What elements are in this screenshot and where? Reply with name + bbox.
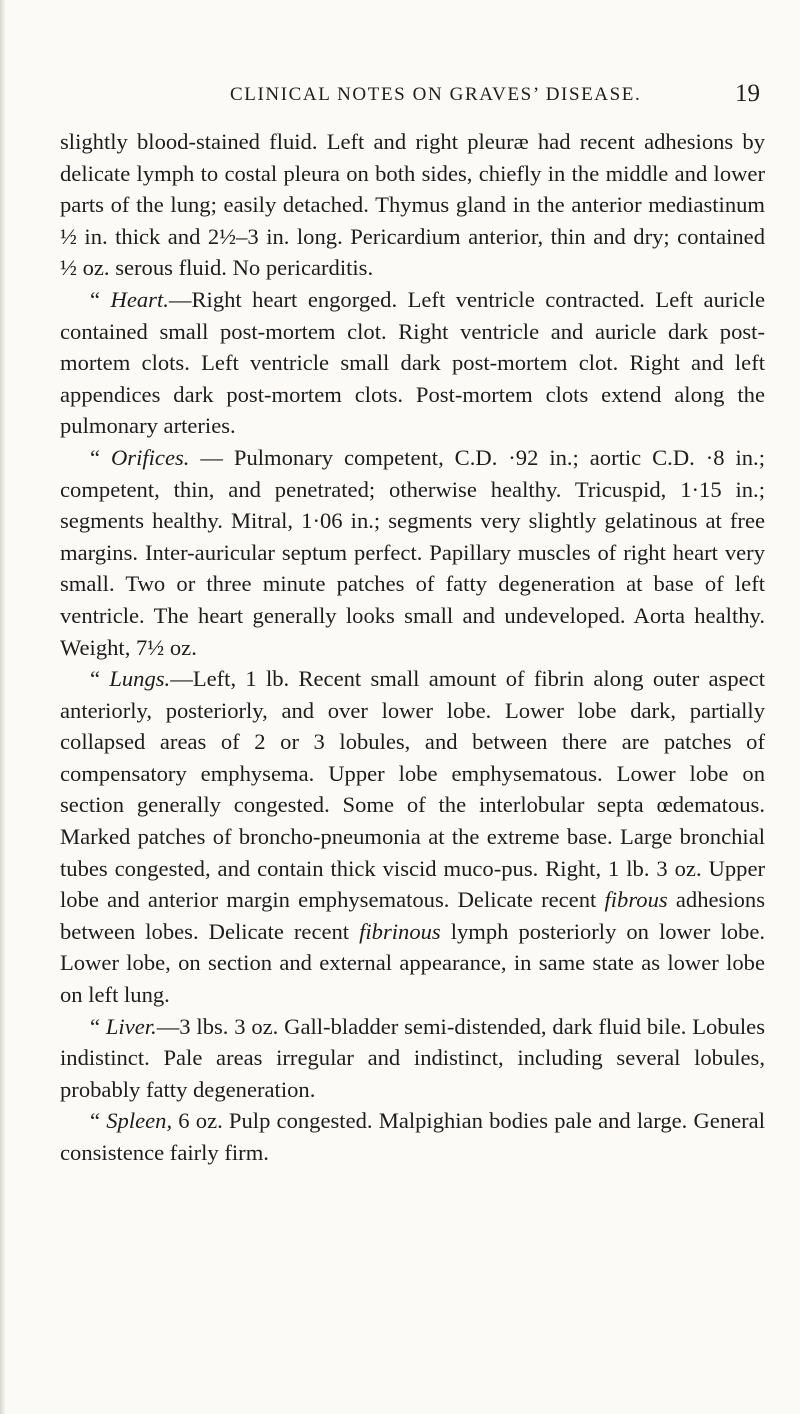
open-quote: “ — [90, 666, 110, 692]
paragraph-text: slightly blood-stained fluid. Left and right pleuræ had recent adhesions by delicate lymph to costal pleura on both sides, chiefly in the middle and lower parts of the lung; easily detached. Thymus gland in the anterior mediastinum ½ in. thick and 2½–3 in. long. Pericardium anterior, thin and dry; contained ½ oz. serous fluid. No pericarditis. — [60, 129, 765, 281]
paragraph-lungs — [60, 663, 765, 1011]
paragraph-continuation — [60, 126, 765, 284]
emphasis-fibrous: fibrous — [604, 887, 668, 913]
paragraph-liver — [60, 1011, 765, 1106]
page-gutter-shadow — [0, 0, 6, 1414]
paragraph-heart — [60, 284, 765, 442]
section-lead-spleen: Spleen, — [106, 1108, 173, 1134]
paragraph-text: 6 oz. Pulp congested. Malpighian bodies pale and large. General consistence fairly firm. — [60, 1108, 765, 1165]
paragraph-text: adhesions between lobes. Delicate recent — [60, 887, 765, 944]
paragraph-text: lymph posteriorly on lower lobe. Lower lobe, on section and external appearance, in same state as lower lobe on left lung. — [60, 918, 765, 1008]
section-lead-orifices: Orifices. — [110, 444, 190, 470]
paragraph-orifices — [60, 442, 765, 663]
open-quote: “ — [90, 286, 111, 312]
paragraph-text: —Left, 1 lb. Recent small amount of fibrin along outer aspect anteriorly, posteriorly, and over lower lobe. Lower lobe dark, partially collapsed areas of 2 or 3 lobules, and between there are patches of compensatory emphysema. Upper lobe emphysematous. Lower lobe on section generally congested. Some of the interlobular septa œdematous. Marked patches of broncho-pneumonia at the extreme base. Large bronchial tubes congested, and contain thick viscid muco-pus. Right, 1 lb. 3 oz. Upper lobe and anterior margin emphysematous. Delicate recent — [60, 666, 765, 913]
paragraph-text: —Right heart engorged. Left ventricle contracted. Left auricle contained small post-mortem clot. Right ventricle and auricle dark post-mortem clots. Left ventricle small dark post-mortem clot. Right and left appendices dark post-mortem clots. Post-mortem clots extend along the pulmonary arteries. — [60, 286, 765, 439]
page-number: 19 — [735, 80, 760, 107]
paragraph-text: — Pulmonary competent, C.D. ·92 in.; aortic C.D. ·8 in.; competent, thin, and penetrated; otherwise healthy. Tricuspid, 1·15 in.; segments healthy. Mitral, 1·06 in.; segments very slightly gelatinous at free margins. Inter-auricular septum perfect. Papillary muscles of right heart very small. Two or three minute patches of fatty degeneration at base of left ventricle. The heart generally looks small and undeveloped. Aorta healthy. Weight, 7½ oz. — [60, 444, 765, 660]
running-head — [60, 80, 760, 114]
paragraph-text: —3 lbs. 3 oz. Gall-bladder semi-distended, dark fluid bile. Lobules indistinct. Pale areas irregular and indistinct, including several lobules, probably fatty degeneration. — [60, 1013, 765, 1102]
section-lead-lungs: Lungs. — [109, 666, 171, 692]
body-text — [60, 126, 765, 1169]
section-lead-liver: Liver. — [105, 1013, 157, 1039]
emphasis-fibrinous: fibrinous — [359, 918, 441, 944]
running-title: CLINICAL NOTES ON GRAVES’ DISEASE. — [230, 84, 642, 105]
paragraph-spleen — [60, 1105, 765, 1168]
section-lead-heart: Heart. — [110, 286, 169, 312]
open-quote: “ — [90, 1013, 106, 1039]
open-quote: “ — [90, 1108, 107, 1134]
open-quote: “ — [90, 444, 111, 470]
